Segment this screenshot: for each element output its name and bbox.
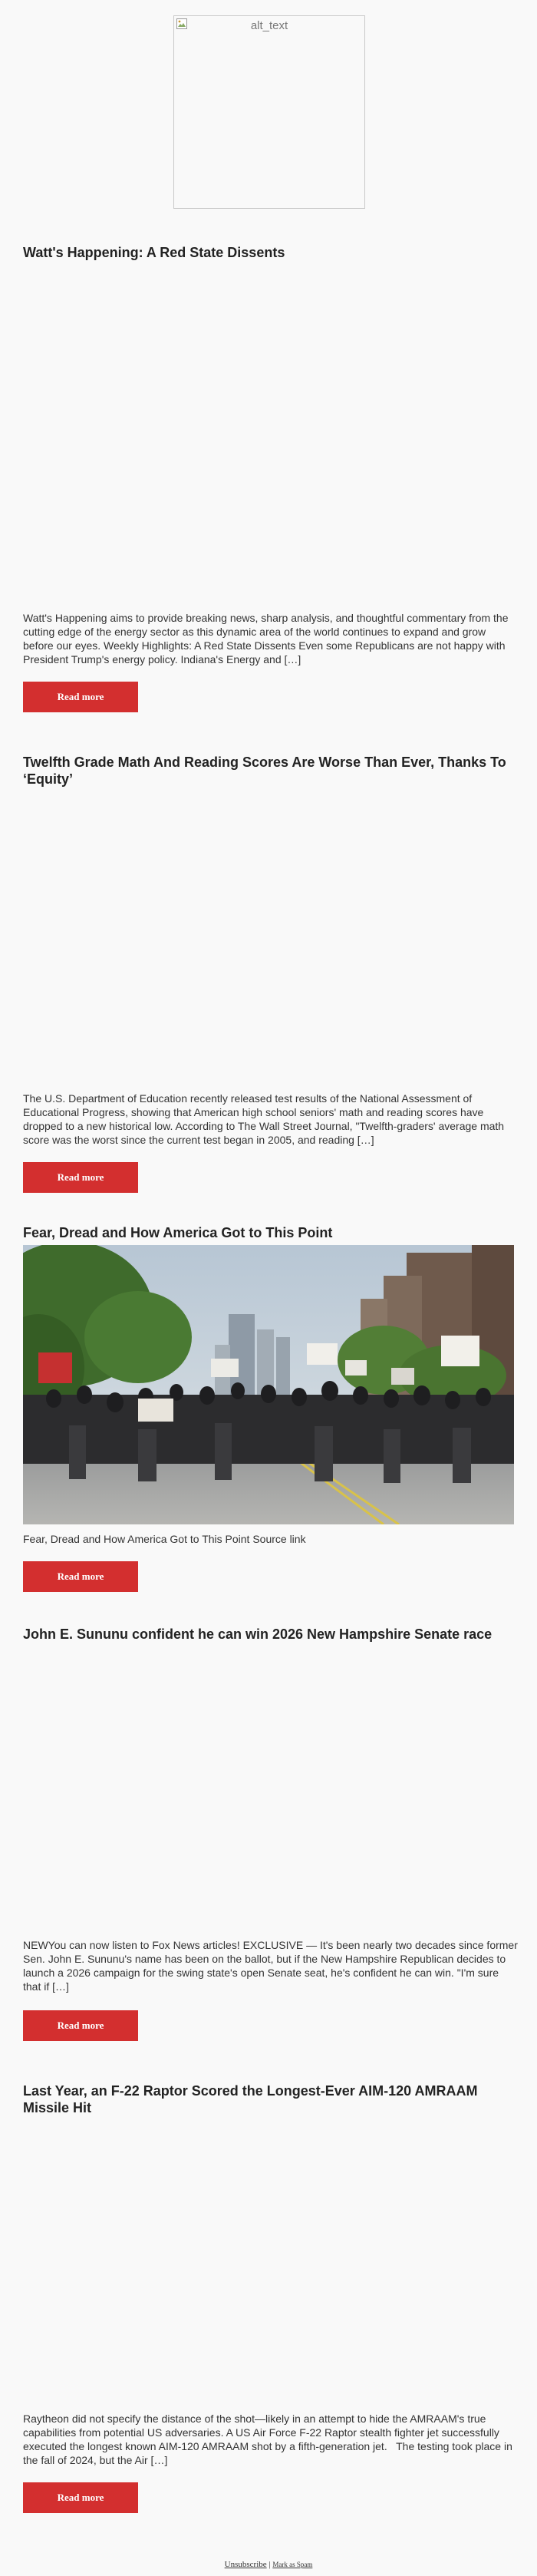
header-image bbox=[173, 15, 365, 209]
read-more-button[interactable]: Read more bbox=[23, 1162, 138, 1193]
article-title[interactable]: John E. Sununu confident he can win 2026 New Hampshire Senate race bbox=[23, 1627, 493, 1642]
article-excerpt: Fear, Dread and How America Got to This Point Source link bbox=[23, 1533, 306, 1545]
article-excerpt: Watt's Happening aims to provide breaking news, sharp analysis, and thoughtful commentary from the cutting edge of the energy sector as this dynamic area of the world continues to expand and grow before our eyes. Weekly Highlights: A Red State Dissents Even some Republicans are not happy with President Trump's energy policy. Indiana's Energy and […] bbox=[23, 612, 509, 665]
protest-photo-illustration bbox=[23, 1245, 514, 1524]
read-more-button[interactable]: Read more bbox=[23, 682, 138, 712]
article-photo-protest-march[interactable] bbox=[23, 1245, 514, 1524]
header-image-alt-text: alt_text bbox=[250, 19, 288, 32]
article-title[interactable]: Watt's Happening: A Red State Dissents bbox=[23, 245, 285, 260]
article-title[interactable]: Last Year, an F-22 Raptor Scored the Longest-Ever AIM-120 AMRAAM Missile Hit bbox=[23, 2083, 478, 2115]
read-more-button[interactable]: Read more bbox=[23, 2010, 138, 2041]
footer-separator: | bbox=[268, 2560, 271, 2569]
article-title[interactable]: Twelfth Grade Math And Reading Scores Are Worse Than Ever, Thanks To ‘Equity’ bbox=[23, 755, 506, 787]
article-excerpt: NEWYou can now listen to Fox News articles! EXCLUSIVE — It's been nearly two decades since former Sen. John E. Sununu's name has been on the ballot, but if the New Hampshire Republican decides to launch a 2026 campaign for the swing state's open Senate seat, he's confident he can win. "I'm sure that if […] bbox=[23, 1939, 518, 1993]
article-excerpt: Raytheon did not specify the distance of the shot—likely in an attempt to hide the AMRAAM's true capabilities from potential US adversaries. A US Air Force F-22 Raptor stealth fighter jet successfully executed the longest known AIM-120 AMRAAM shot by a fifth-generation jet. The testing took place in the fall of 2024, but the Air […] bbox=[23, 2413, 512, 2466]
article-title[interactable]: Fear, Dread and How America Got to This Point bbox=[23, 1225, 333, 1240]
read-more-button[interactable]: Read more bbox=[23, 2482, 138, 2513]
read-more-button[interactable]: Read more bbox=[23, 1561, 138, 1592]
article-excerpt: The U.S. Department of Education recently released test results of the National Assessment of Educational Progress, showing that American high school seniors' math and reading scores have dropped to a new historical low. According to The Wall Street Journal, "Twelfth-graders' average math score was the worst since the current test began in 2005, and reading […] bbox=[23, 1092, 505, 1146]
mark-as-spam-link[interactable]: Mark as Spam bbox=[272, 2561, 313, 2568]
unsubscribe-link[interactable]: Unsubscribe bbox=[224, 2560, 267, 2569]
footer bbox=[0, 2560, 537, 2569]
